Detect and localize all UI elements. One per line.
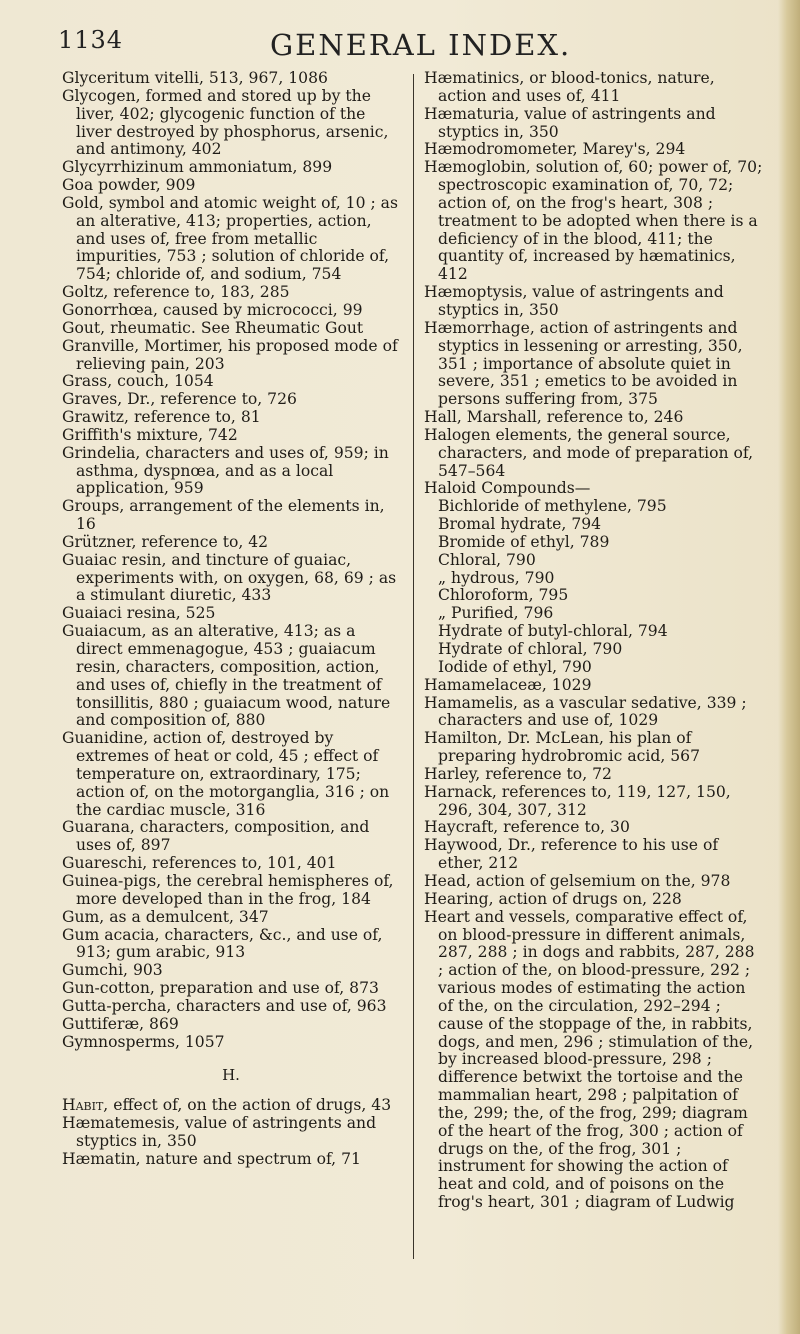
index-entry: Guaiaci resina, 525: [62, 604, 216, 623]
index-entry: Graves, Dr., reference to, 726: [62, 390, 297, 409]
index-entry: Haywood, Dr., reference to his use of ether, 212: [424, 836, 719, 873]
right-column: [424, 70, 764, 1212]
index-entry: Guarana, characters, composition, and uses of, 897: [62, 818, 370, 855]
index-entry: Gumchi, 903: [62, 961, 163, 980]
index-entry: Heart and vessels, comparative effect of, on blood-pressure in different animals, 287, 288 ; in dogs and rabbits, 287, 288 ; action of the, on blood-pressure, 292 ; various modes of estimating the action of the, on the circulation, 292–294 ; cause of the stoppage of the, in rabbits, dogs, and men, 296 ; stimulation of the, by increased blood-pressure, 298 ; difference betwixt the tortoise and the mammalian heart, 298 ; palpitation of the, 299; the, of the frog, 299; diagram of the heart of the frog, 300 ; action of drugs on the, of the frog, 301 ; instrument for showing the action of heat and cold, and of poisons on the frog's heart, 301 ; diagram of Ludwig: [424, 907, 755, 1212]
index-entry: Hæmaturia, value of astringents and styptics in, 350: [424, 104, 716, 141]
page-header: [58, 22, 748, 62]
index-entry: Hæmatinics, or blood-tonics, nature, action and uses of, 411: [424, 69, 715, 105]
habit-rest: effect of, on the action of drugs, 43: [108, 1096, 392, 1115]
index-entry: Haycraft, reference to, 30: [424, 818, 630, 837]
page-edge-shadow: [778, 0, 800, 1334]
index-entry: Hamamelaceæ, 1029: [424, 675, 592, 694]
running-head: GENERAL INDEX.: [270, 28, 572, 62]
index-entry: Guanidine, action of, destroyed by extremes of heat or cold, 45 ; effect of temperature on, extraordinary, 175; action of, on the motorganglia, 316 ; on the cardiac muscle, 316: [62, 729, 390, 819]
index-entry: Haloid Compounds—: [424, 479, 591, 498]
index-entry: Harnack, references to, 119, 127, 150, 296, 304, 307, 312: [424, 782, 731, 819]
index-entry: Hamamelis, as a vascular sedative, 339 ; characters and use of, 1029: [424, 693, 747, 730]
index-entry: Gum, as a demulcent, 347: [62, 907, 269, 926]
index-entry: Hearing, action of drugs on, 228: [424, 889, 682, 908]
index-entry: Gun-cotton, preparation and use of, 873: [62, 979, 379, 998]
index-entry: Hæmorrhage, action of astringents and styptics in lessening or arresting, 350, 351 ; importance of absolute quiet in severe, 351 ; emetics to be avoided in persons suffering from, 375: [424, 318, 743, 409]
index-entry: Hæmatemesis, value of astringents and styptics in, 350: [62, 1114, 377, 1150]
section-letter-h: H.: [222, 1066, 240, 1085]
index-entry: Gonorrhœa, caused by micrococci, 99: [62, 300, 363, 319]
page-number: 1134: [58, 26, 124, 54]
index-entry: Gutta-percha, characters and use of, 963: [62, 996, 387, 1015]
index-entry: Hamilton, Dr. McLean, his plan of preparing hydrobromic acid, 567: [424, 729, 701, 766]
index-entry: Guttiferæ, 869: [62, 1014, 179, 1033]
left-entries-before: [62, 70, 400, 1051]
haloid-sub-entries: [424, 498, 764, 676]
index-entry: Hæmodromometer, Marey's, 294: [424, 140, 686, 159]
index-sub-entry: „ hydrous, 790: [438, 568, 555, 587]
index-sub-entry: Hydrate of butyl-chloral, 794: [438, 622, 668, 641]
index-sub-entry: Iodide of ethyl, 790: [438, 657, 592, 676]
index-entry: Hæmoglobin, solution of, 60; power of, 70; spectroscopic examination of, 70, 72; action of, on the frog's heart, 308 ; treatment to be adopted when there is a deficiency of in the blood, 411; the quantity of, increased by hæmatinics, 412: [424, 158, 763, 284]
index-sub-entry: Chloroform, 795: [438, 586, 569, 605]
index-entry: Head, action of gelsemium on the, 978: [424, 871, 731, 890]
index-sub-entry: Bromal hydrate, 794: [438, 515, 602, 534]
index-entry: Hall, Marshall, reference to, 246: [424, 408, 684, 427]
index-entry: Goa powder, 909: [62, 176, 196, 195]
index-entry: Guaiacum, as an alterative, 413; as a direct emmenagogue, 453 ; guaiacum resin, characters, composition, action, and uses of, chiefly in the treatment of tonsillitis, 880 ; guaiacum wood, nature and composition of, 880: [62, 622, 391, 730]
index-entry: Gout, rheumatic. See Rheumatic Gout: [62, 318, 364, 337]
habit-first-word: Habit,: [62, 1096, 109, 1115]
index-entry: Glycyrrhizinum ammoniatum, 899: [62, 158, 333, 177]
index-entry: Guareschi, references to, 101, 401: [62, 854, 337, 873]
index-entry: Granville, Mortimer, his proposed mode of relieving pain, 203: [62, 336, 398, 373]
index-entry: Groups, arrangement of the elements in, 16: [62, 497, 385, 534]
left-column: [62, 70, 400, 1169]
column-divider: [413, 74, 414, 1259]
index-entry: Gold, symbol and atomic weight of, 10 ; as an alterative, 413; properties, action, and uses of, free from metallic impurities, 753 ; solution of chloride of, 754; chloride of, and sodium, 754: [62, 193, 398, 284]
index-entry: Gymnosperms, 1057: [62, 1032, 225, 1051]
index-entry: Harley, reference to, 72: [424, 764, 612, 783]
index-entry: Grawitz, reference to, 81: [62, 408, 261, 427]
index-entry: Gum acacia, characters, &c., and use of, 913; gum arabic, 913: [62, 925, 383, 962]
index-entry: Grass, couch, 1054: [62, 372, 214, 391]
index-entry: Goltz, reference to, 183, 285: [62, 283, 290, 302]
index-entry: Grützner, reference to, 42: [62, 532, 269, 551]
right-entries-before: [424, 70, 764, 498]
index-sub-entry: Bichloride of methylene, 795: [438, 497, 667, 516]
left-entries-after: [62, 1115, 400, 1169]
index-entry: Halogen elements, the general source, characters, and mode of preparation of, 547–564: [424, 425, 754, 480]
index-entry: Grindelia, characters and uses of, 959; in asthma, dyspnœa, and as a local application, 959: [62, 443, 389, 498]
index-sub-entry: Chloral, 790: [438, 550, 536, 569]
index-sub-entry: Hydrate of chloral, 790: [438, 640, 623, 658]
index-sub-entry: „ Purified, 796: [438, 604, 554, 623]
right-entries-after: [424, 677, 764, 1212]
index-entry: Hæmatin, nature and spectrum of, 71: [62, 1149, 361, 1168]
index-entry: Glyceritum vitelli, 513, 967, 1086: [62, 69, 328, 87]
index-entry-habit: [62, 1097, 400, 1115]
index-entry: Hæmoptysis, value of astringents and styptics in, 350: [424, 283, 724, 319]
index-entry: Guaiac resin, and tincture of guaiac, experiments with, on oxygen, 68, 69 ; as a stimulant diuretic, 433: [62, 550, 397, 605]
index-entry: Griffith's mixture, 742: [62, 425, 238, 444]
index-sub-entry: Bromide of ethyl, 789: [438, 532, 610, 551]
index-entry: Glycogen, formed and stored up by the liver, 402; glycogenic function of the liver destroyed by phosphorus, arsenic, and antimony, 402: [62, 86, 389, 159]
index-entry: Guinea-pigs, the cerebral hemispheres of, more developed than in the frog, 184: [62, 871, 394, 908]
